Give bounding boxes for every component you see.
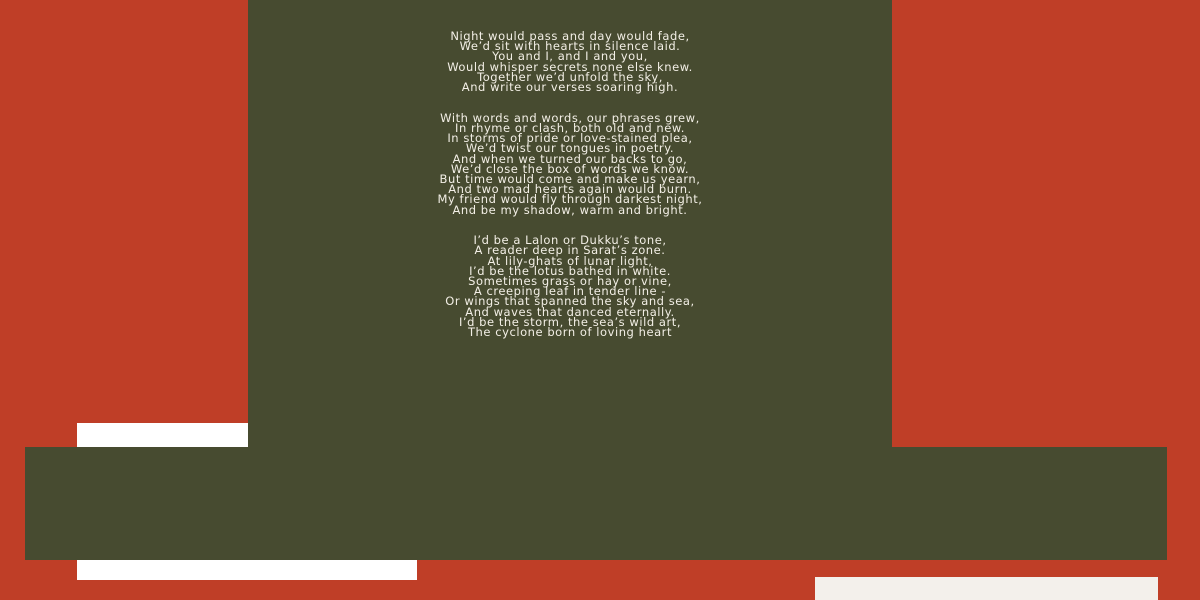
poem-line: We’d close the box of words we know. (450, 161, 690, 176)
poem-line: In rhyme or clash, both old and new. (455, 120, 685, 135)
poem-line: We’d twist our tongues in poetry. (465, 141, 675, 156)
poem-line: The cyclone born of loving heart (467, 325, 672, 340)
poem-line: My friend would fly through darkest night, (437, 192, 703, 207)
poem-line: And two mad hearts again would burn. (448, 182, 692, 197)
stanza-3 (248, 233, 892, 340)
poem-line: In storms of pride or love-stained plea, (447, 131, 693, 146)
poem-line: Sometimes grass or hay or vine, (468, 274, 672, 289)
poem-line: I’d be a Lalon or Dukku’s tone, (473, 233, 667, 248)
decorative-white-bar-bottom (77, 560, 417, 580)
poem-line: And write our verses soaring high. (461, 80, 679, 95)
poem-line: A reader deep in Sarat’s zone. (474, 243, 666, 258)
poem-line: We’d sit with hearts in silence laid. (459, 39, 681, 54)
poem-line: Would whisper secrets none else knew. (447, 59, 693, 74)
poem-line: You and I, and I and you, (492, 49, 648, 64)
decorative-white-bar-top (77, 423, 248, 447)
poem-panel (248, 0, 892, 460)
poem-line: Or wings that spanned the sky and sea, (445, 294, 695, 309)
decorative-olive-band (25, 447, 1167, 560)
poem-line: Together we’d unfold the sky, (477, 69, 663, 84)
poem-line: With words and words, our phrases grew, (440, 110, 700, 125)
poem-text (248, 31, 892, 358)
stanza-1 (248, 29, 892, 95)
poem-line: Night would pass and day would fade, (450, 29, 690, 43)
poem-line: A creeping leaf in tender line - (473, 284, 667, 299)
poem-line: And waves that danced eternally. (465, 304, 675, 319)
poem-line: And be my shadow, warm and bright. (452, 202, 688, 217)
poem-line: I’d be the lotus bathed in white. (469, 263, 671, 278)
poem-line: And when we turned our backs to go, (452, 151, 688, 166)
poem-line: At lily-ghats of lunar light, (487, 253, 653, 268)
poem-line: I’d be the storm, the sea’s wild art, (458, 314, 682, 329)
decorative-cream-box (815, 577, 1158, 600)
poem-line: But time would come and make us yearn, (439, 171, 701, 186)
stanza-2 (248, 110, 892, 217)
